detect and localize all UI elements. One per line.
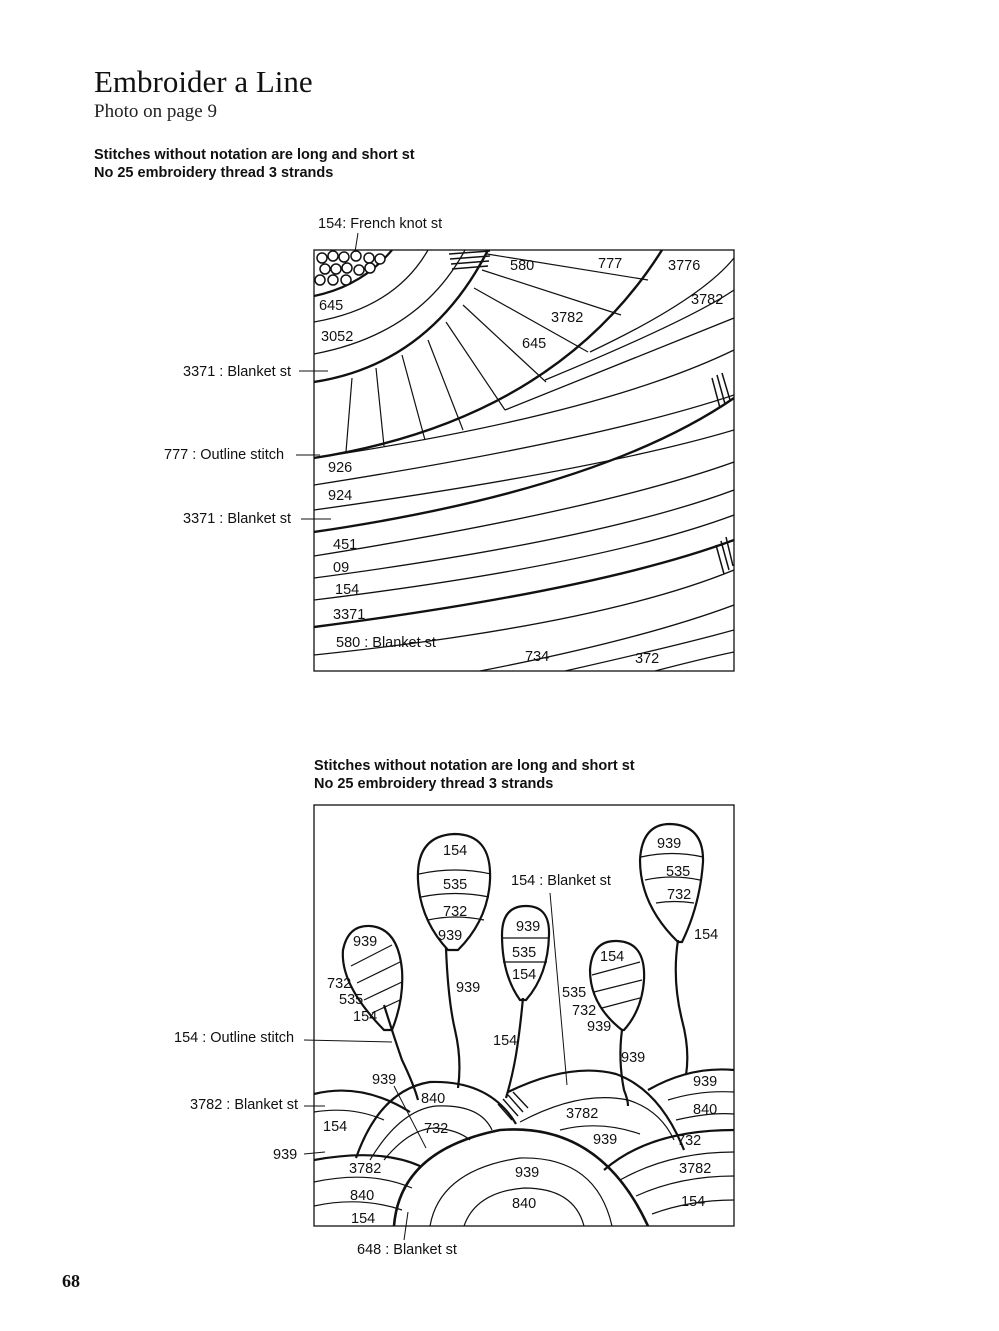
label: 3776 bbox=[668, 258, 701, 274]
label: 372 bbox=[635, 651, 660, 667]
label: 3782 bbox=[691, 292, 724, 308]
diagram-2 bbox=[174, 805, 734, 1258]
french-knots bbox=[315, 251, 385, 285]
label: 645 bbox=[522, 336, 547, 352]
label: 777 bbox=[598, 256, 623, 272]
callout-blanket-648: 648 : Blanket st bbox=[357, 1242, 457, 1258]
diagram-1-frame bbox=[314, 250, 734, 671]
label: 939 bbox=[516, 919, 541, 935]
label: 3052 bbox=[321, 329, 354, 345]
stitch-note-2-line-1: Stitches without notation are long and short st bbox=[314, 758, 635, 774]
label: 535 bbox=[443, 877, 468, 893]
label: 154 bbox=[493, 1033, 518, 1049]
label: 840 bbox=[421, 1091, 446, 1107]
label: 924 bbox=[328, 488, 353, 504]
callout-blanket-580: 580 : Blanket st bbox=[336, 635, 436, 651]
diagram-1 bbox=[164, 216, 734, 671]
label: 09 bbox=[333, 560, 350, 576]
label: 939 bbox=[515, 1165, 540, 1181]
label: 732 bbox=[424, 1121, 449, 1137]
blanket-ticks-right bbox=[712, 373, 733, 574]
label: 154 bbox=[600, 949, 625, 965]
label: 154 bbox=[443, 843, 468, 859]
stitch-note-2-line-2: No 25 embroidery thread 3 strands bbox=[314, 776, 554, 792]
label: 840 bbox=[350, 1188, 375, 1204]
label: 732 bbox=[572, 1003, 597, 1019]
label: 939 bbox=[456, 980, 481, 996]
label: 3782 bbox=[566, 1106, 599, 1122]
label: 3782 bbox=[679, 1161, 712, 1177]
label: 732 bbox=[667, 887, 692, 903]
page-subtitle: Photo on page 9 bbox=[94, 101, 217, 122]
label: 535 bbox=[666, 864, 691, 880]
label: 535 bbox=[512, 945, 537, 961]
stitch-note-1-line-2: No 25 embroidery thread 3 strands bbox=[94, 165, 334, 181]
label: 939 bbox=[593, 1132, 618, 1148]
label: 154 bbox=[694, 927, 719, 943]
callout-blanket-3782: 3782 : Blanket st bbox=[190, 1097, 299, 1113]
label: 154 bbox=[351, 1211, 376, 1227]
label: 3782 bbox=[349, 1161, 382, 1177]
label: 840 bbox=[693, 1102, 718, 1118]
arc-580-blanket bbox=[314, 540, 734, 627]
label: 939 bbox=[621, 1050, 646, 1066]
label: 939 bbox=[353, 934, 378, 950]
callout-blanket-3371-b: 3371 : Blanket st bbox=[183, 511, 292, 527]
label: 939 bbox=[693, 1074, 718, 1090]
label: 451 bbox=[333, 537, 358, 553]
label: 734 bbox=[525, 649, 550, 665]
callout-french-knot: 154: French knot st bbox=[318, 216, 443, 232]
label: 154 bbox=[353, 1009, 378, 1025]
label: 535 bbox=[339, 992, 364, 1008]
callout-outline-154: 154 : Outline stitch bbox=[174, 1030, 295, 1046]
page-title: Embroider a Line bbox=[94, 64, 313, 99]
label: 154 bbox=[681, 1194, 706, 1210]
label: 3782 bbox=[551, 310, 584, 326]
label: 3371 bbox=[333, 607, 366, 623]
label: 154 bbox=[512, 967, 537, 983]
label: 840 bbox=[512, 1196, 537, 1212]
callout-outline-777: 777 : Outline stitch bbox=[164, 447, 285, 463]
label: 645 bbox=[319, 298, 344, 314]
diagram-1-lines bbox=[314, 250, 734, 671]
label: 939 bbox=[657, 836, 682, 852]
page-number: 68 bbox=[62, 1271, 80, 1291]
label: 939 bbox=[372, 1072, 397, 1088]
diagram-2-labels bbox=[323, 836, 718, 1227]
radial-spokes bbox=[346, 254, 648, 452]
label: 926 bbox=[328, 460, 353, 476]
label: 580 bbox=[510, 258, 535, 274]
label: 732 bbox=[327, 976, 352, 992]
label: 732 bbox=[443, 904, 468, 920]
callout-939: 939 bbox=[273, 1147, 298, 1163]
label: 939 bbox=[438, 928, 463, 944]
callout-blanket-154: 154 : Blanket st bbox=[511, 873, 611, 889]
callout-blanket-3371-a: 3371 : Blanket st bbox=[183, 364, 292, 380]
diagram-1-labels bbox=[319, 256, 723, 667]
stitch-note-1-line-1: Stitches without notation are long and short st bbox=[94, 147, 415, 163]
label: 154 bbox=[335, 582, 360, 598]
label: 535 bbox=[562, 985, 587, 1001]
arc-3371-blanket-2 bbox=[314, 398, 734, 532]
label: 939 bbox=[587, 1019, 612, 1035]
label: 154 bbox=[323, 1119, 348, 1135]
label: 732 bbox=[677, 1133, 702, 1149]
